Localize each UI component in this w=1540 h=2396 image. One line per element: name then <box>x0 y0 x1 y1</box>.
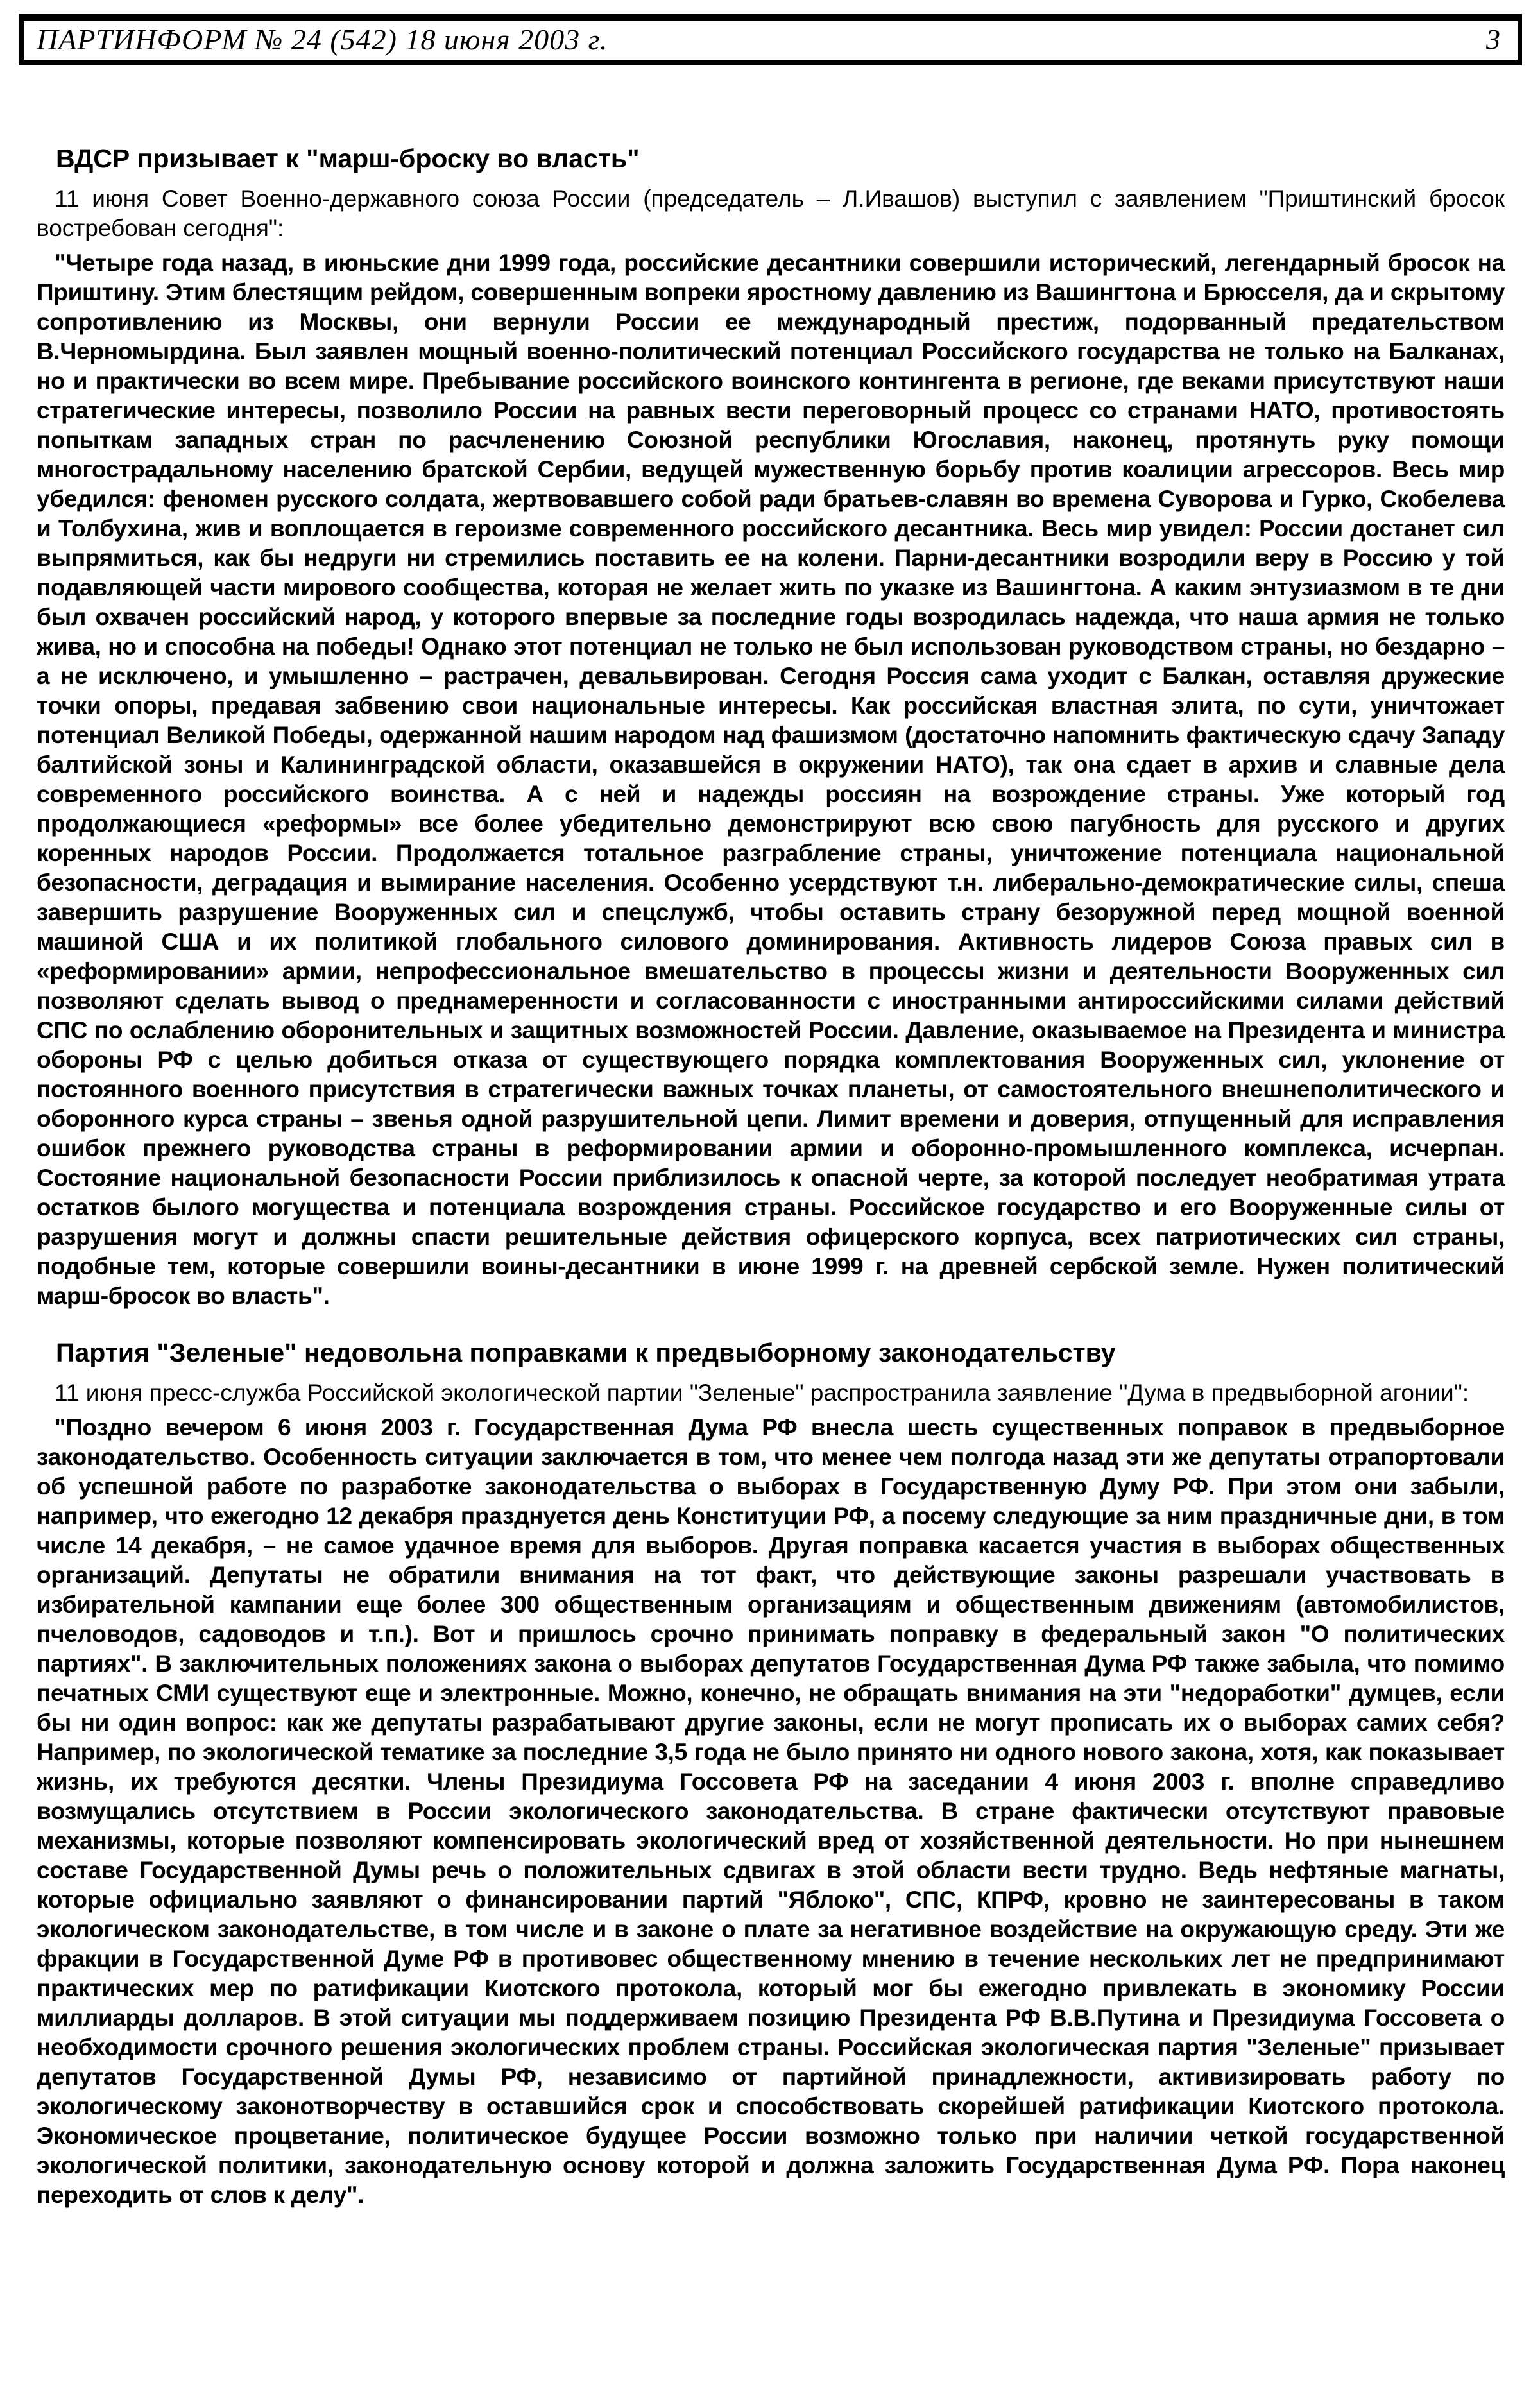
article-greens-body: "Поздно вечером 6 июня 2003 г. Государственная Дума РФ внесла шесть существенных поправок в предвыборное законодательство. Особенность ситуации заключается в том, что менее чем полгода назад эти же депутаты отрапортовали об успешной работе по разработке законодательства о выборах в Государственную Думу РФ. При этом они забыли, например, что ежегодно 12 декабря празднуется день Конституции РФ, а посему следующие за ним праздничные дни, в том числе 14 декабря, – не самое удачное время для выборов. Другая поправка касается участия в выборах общественных организаций. Депутаты не обратили внимания на тот факт, что действующие законы разрешали участвовать в избирательной кампании еще более 300 общественным организациям и общественным движениям (автомобилистов, пчеловодов, садоводов и т.п.). Вот и пришлось срочно принимать поправку в федеральный закон "О политических партиях". В заключительных положениях закона о выборах депутатов Государственная Дума РФ также забыла, что помимо печатных СМИ существуют еще и электронные. Можно, конечно, не обращать внимания на эти "недоработки" думцев, если бы ни один вопрос: как же депутаты разрабатывают другие законы, если не могут прописать их о выборах самих себя? Например, по экологической тематике за последние 3,5 года не было принято ни одного нового закона, хотя, как показывает жизнь, их требуются десятки. Члены Президиума Госсовета РФ на заседании 4 июня 2003 г. вполне справедливо возмущались отсутствием в России экологического законодательства. В стране фактически отсутствуют правовые механизмы, которые позволяют компенсировать экологический вред от хозяйственной деятельности. Но при нынешнем составе Государственной Думы речь о положительных сдвигах в этой области вести трудно. Ведь нефтяные магнаты, которые официально заявляют о финансировании партий "Яблоко", СПС, КПРФ, кровно не заинтересованы в таком экологическом законодательстве, в том числе и в законе о плате за негативное воздействие на окружающую среду. Эти же фракции в Государственной Думе РФ в противовес общественному мнению в течение нескольких лет не предпринимают практических мер по ратификации Киотского протокола, который мог бы ежегодно привлекать в экономику России миллиарды долларов. В этой ситуации мы поддерживаем позицию Президента РФ В.В.Путина и Президиума Госсовета о необходимости срочного решения экологических проблем страны. Российская экологическая партия "Зеленые" призывает депутатов Государственной Думы РФ, независимо от партийной принадлежности, активизировать работу по экологическому законотворчеству в оставшийся срок и способствовать скорейшей ратификации Киотского протокола. Экономическое процветание, политическое будущее России возможно только при наличии четкой государственной экологической политики, законодательную основу которой и должна заложить Государственная Дума РФ. Пора наконец переходить от слов к делу". <box>37 1414 1505 2208</box>
article-vdsr <box>37 144 1505 1311</box>
article-greens <box>37 1338 1505 2210</box>
newsletter-issue-line: ПАРТИНФОРМ № 24 (542) 18 июня 2003 г. <box>37 22 608 56</box>
article-greens-title: Партия "Зеленые" недовольна поправками к предвыборному законодательству <box>56 1338 1116 1367</box>
article-vdsr-body: "Четыре года назад, в июньские дни 1999 года, российские десантники совершили исторический, легендарный бросок на Приштину. Этим блестящим рейдом, совершенным вопреки яростному давлению из Вашингтона и Брюсселя, да и скрытому сопротивлению из Москвы, они вернули России ее международный престиж, подорванный предательством В.Черномырдина. Был заявлен мощный военно-политический потенциал Российского государства не только на Балканах, но и практически во всем мире. Пребывание российского воинского контингента в регионе, где веками присутствуют наши стратегические интересы, позволило России на равных вести переговорный процесс со странами НАТО, противостоять попыткам западных стран по расчленению Союзной республики Югославия, наконец, протянуть руку помощи многострадальному населению братской Сербии, ведущей мужественную борьбу против коалиции агрессоров. Весь мир убедился: феномен русского солдата, жертвовавшего собой ради братьев-славян во времена Суворова и Гурко, Скобелева и Толбухина, жив и воплощается в героизме современного российского десантника. Весь мир увидел: России достанет сил выпрямиться, как бы недруги ни стремились поставить ее на колени. Парни-десантники возродили веру в Россию у той подавляющей части мирового сообщества, которая не желает жить по указке из Вашингтона. А каким энтузиазмом в те дни был охвачен российский народ, у которого впервые за последние годы возродилась надежда, что наша армия не только жива, но и способна на победы! Однако этот потенциал не только не был использован руководством страны, но бездарно – а не исключено, и умышленно – растрачен, девальвирован. Сегодня Россия сама уходит с Балкан, оставляя дружеские точки опоры, предавая забвению свои национальные интересы. Как российская властная элита, по сути, уничтожает потенциал Великой Победы, одержанной нашим народом над фашизмом (достаточно напомнить фактическую сдачу Западу балтийской зоны и Калининградской области, оказавшейся в окружении НАТО), так она сдает в архив и славные дела современного российского воинства. А с ней и надежды россиян на возрождение страны. Уже который год продолжающиеся «реформы» все более убедительно демонстрируют всю свою пагубность для русского и других коренных народов России. Продолжается тотальное разграбление страны, уничтожение потенциала национальной безопасности, деградация и вымирание населения. Особенно усердствуют т.н. либерально-демократические силы, спеша завершить разрушение Вооруженных сил и спецслужб, чтобы оставить страну безоружной перед мощной военной машиной США и их политикой глобального силового доминирования. Активность лидеров Союза правых сил в «реформировании» армии, непрофессиональное вмешательство в процессы жизни и деятельности Вооруженных сил позволяют сделать вывод о преднамеренности и согласованности с иностранными антироссийскими силами действий СПС по ослаблению оборонительных и защитных возможностей России. Давление, оказываемое на Президента и министра обороны РФ с целью добиться отказа от существующего порядка комплектования Вооруженных сил, уклонение от постоянного военного присутствия в стратегически важных точках планеты, от самостоятельного внешнеполитического и оборонного курса страны – звенья одной разрушительной цепи. Лимит времени и доверия, отпущенный для исправления ошибок прежнего руководства страны в реформировании армии и оборонно-промышленного комплекса, исчерпан. Состояние национальной безопасности России приблизилось к опасной черте, за которой последует необратимая утрата остатков былого могущества и потенциала возрождения страны. Российское государство и его Вооруженные силы от разрушения могут и должны спасти решительные действия офицерского корпуса, всех патриотических сил страны, подобные тем, которые совершили воины-десантники в июне 1999 г. на древней сербской земле. Нужен политический марш-бросок во власть". <box>37 250 1505 1309</box>
article-vdsr-lead: 11 июня Совет Военно-державного союза России (председатель – Л.Ивашов) выступил с заявлением "Приштинский бросок востребован сегодня": <box>37 185 1505 241</box>
article-vdsr-title: ВДСР призывает к "марш-броску во власть" <box>56 144 640 173</box>
page-content <box>0 144 1540 2210</box>
newsletter-page <box>0 14 1540 2396</box>
masthead <box>19 14 1522 65</box>
article-greens-lead: 11 июня пресс-служба Российской экологической партии "Зеленые" распространила заявление "Дума в предвыборной агонии": <box>55 1380 1469 1406</box>
page-number: 3 <box>1486 23 1501 55</box>
